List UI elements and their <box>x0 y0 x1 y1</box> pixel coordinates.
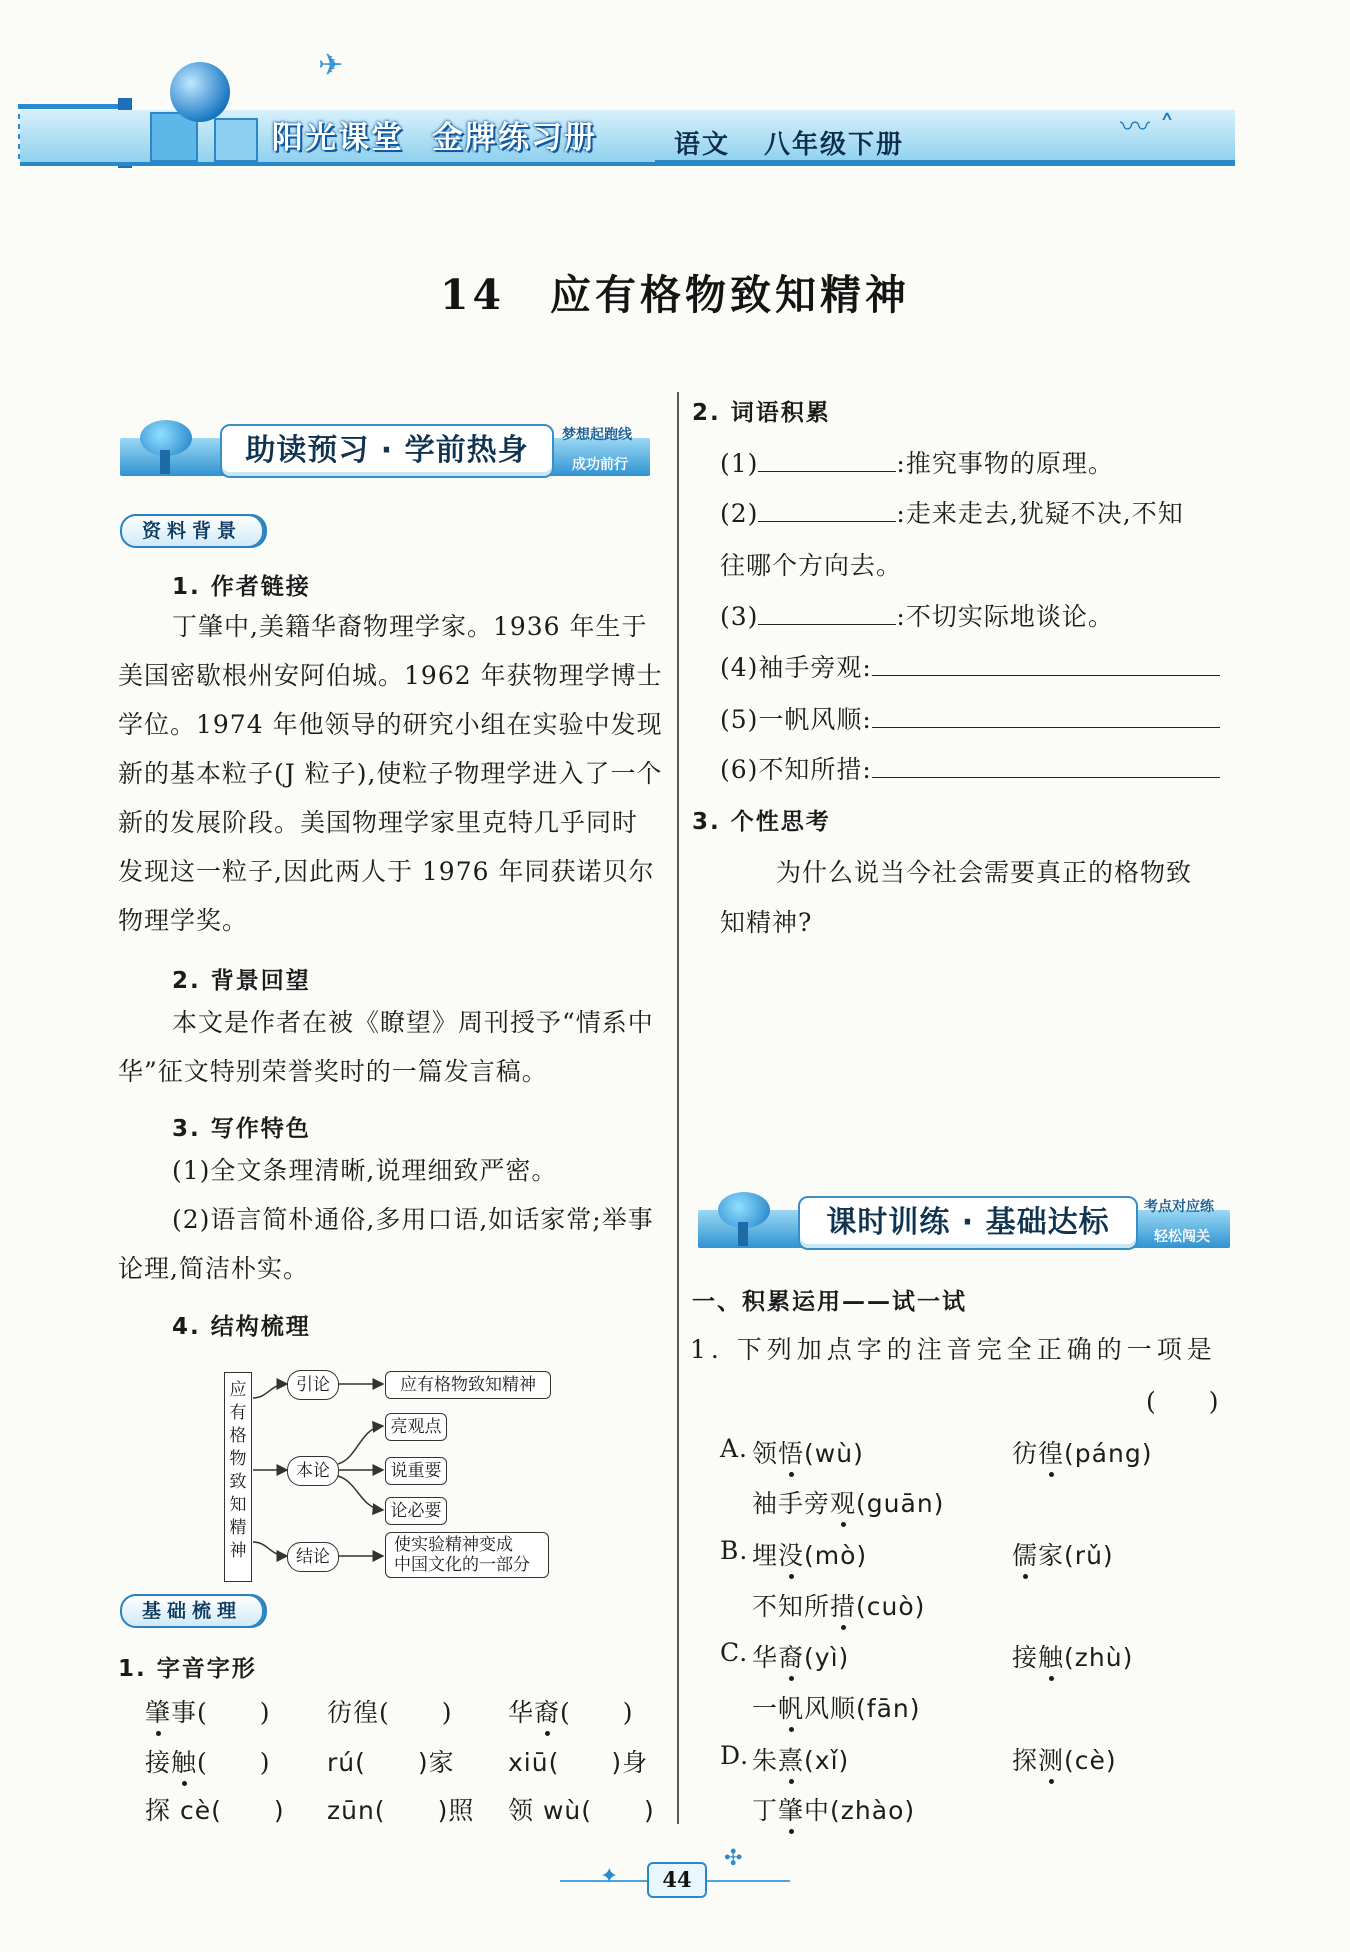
diagram-intro-point: 应有格物致知精神 <box>385 1371 551 1399</box>
option-a-label[interactable]: A. <box>720 1434 749 1463</box>
banner-tag-1: 梦想起跑线 <box>562 427 632 443</box>
lesson-title: 14 应有格物致知精神 <box>439 271 911 319</box>
pinyin-item: 探 cè( ) <box>145 1796 285 1825</box>
option-d-item-2: 探测(cè) <box>1012 1746 1117 1775</box>
series-brand: 阳光课堂 金牌练习册 <box>272 120 597 156</box>
section-author-heading: 1. 作者链接 <box>172 574 311 600</box>
option-c-item-2: 接触(zhù) <box>1012 1643 1134 1672</box>
diagram-intro: 引论 <box>287 1370 339 1400</box>
tree-icon <box>714 1192 774 1246</box>
q3-text-line-2: 知精神? <box>720 908 813 937</box>
option-b-item-3: 不知所措(cuò) <box>752 1592 926 1621</box>
label-background: 资料背景 <box>120 514 264 548</box>
section-background-heading: 2. 背景回望 <box>172 968 311 994</box>
paper-plane-icon: ✈ <box>318 48 344 83</box>
diagram-conclusion: 结论 <box>287 1542 339 1572</box>
option-c-label[interactable]: C. <box>720 1638 749 1667</box>
section-background-text: 本文是作者在被《瞭望》周刊授予“情系中华”征文特别荣誉奖时的一篇发言稿。 <box>118 1008 654 1086</box>
banner-tag-2: 轻松闯关 <box>1154 1229 1210 1245</box>
option-c-item-1: 华裔(yì) <box>752 1643 850 1672</box>
mc-answer-paren[interactable]: ( ) <box>1146 1387 1220 1416</box>
mc-question: 1. 下列加点字的注音完全正确的一项是 <box>690 1335 1217 1364</box>
label-basics: 基础梳理 <box>120 1594 264 1628</box>
answer-blank[interactable] <box>758 449 896 472</box>
option-a-item-3: 袖手旁观(guān) <box>752 1489 945 1518</box>
option-a-item-2: 彷徨(páng) <box>1012 1439 1153 1468</box>
diagram-conclusion-line-2: 中国文化的一部分 <box>394 1555 530 1575</box>
vocab-item-1: (1) :推究事物的原理。 <box>720 449 1114 478</box>
diagram-body-point-3: 论必要 <box>385 1497 447 1525</box>
option-b-item-2: 儒家(rǔ) <box>1012 1541 1114 1570</box>
pinyin-item: rú( )家 <box>327 1748 455 1777</box>
vocab-item-2: (2) :走来走去,犹疑不决,不知 <box>720 499 1184 528</box>
section-structure-heading: 4. 结构梳理 <box>172 1314 311 1340</box>
birds-icon: 〰 ˄ <box>1120 110 1175 145</box>
diagram-body-point-1: 亮观点 <box>385 1413 447 1441</box>
pinyin-item: 华裔( ) <box>508 1698 634 1727</box>
diagram-arrows <box>0 0 700 1650</box>
pinyin-item: xiū( )身 <box>508 1748 649 1777</box>
pinyin-item: 肇事( ) <box>145 1698 271 1727</box>
answer-blank[interactable] <box>872 653 1220 676</box>
subject-grade: 语文 八年级下册 <box>674 130 905 160</box>
option-d-item-3: 丁肇中(zhào) <box>752 1796 916 1825</box>
vocab-item-3: (3) :不切实际地谈论。 <box>720 602 1114 631</box>
diagram-conclusion-point <box>385 1532 549 1578</box>
section-style-heading: 3. 写作特色 <box>172 1116 311 1142</box>
diagram-body: 本论 <box>287 1456 339 1486</box>
section-author-text: 丁肇中,美籍华裔物理学家。1936 年生于美国密歇根州安阿伯城。1962 年获物理学博士学位。1974 年他领导的研究小组在实验中发现新的基本粒子(J 粒子),使粒子物理学进入了一个新的发展阶段。美国物理学家里克特几乎同时发现这一粒子,因此两人于 1976 年同获诺贝尔物理学奖。 <box>118 612 663 935</box>
q2-heading: 2. 词语积累 <box>692 400 831 426</box>
diagram-body-point-2: 说重要 <box>385 1457 447 1485</box>
option-d-item-1: 朱熹(xǐ) <box>752 1746 850 1775</box>
answer-blank[interactable] <box>872 755 1220 778</box>
vocab-item-6: (6)不知所措: <box>720 750 1220 786</box>
q3-heading: 3. 个性思考 <box>692 809 831 835</box>
banner-tag-1: 考点对应练 <box>1144 1199 1214 1215</box>
pinyin-item: 接触( ) <box>145 1748 271 1777</box>
footer-pinwheel-icon: ✣ <box>724 1846 743 1871</box>
diagram-root: 应有格物致知精神 <box>224 1372 252 1582</box>
option-b-item-1: 埋没(mò) <box>752 1541 868 1570</box>
vocab-item-5: (5)一帆风顺: <box>720 700 1220 736</box>
section-style-item-1: (1)全文条理清晰,说理细致严密。 <box>172 1156 558 1185</box>
answer-blank[interactable] <box>758 499 896 522</box>
option-a-item-1: 领悟(wù) <box>752 1439 864 1468</box>
section-style-item-2: (2)语言简朴通俗,多用口语,如话家常;举事论理,简洁朴实。 <box>118 1205 654 1283</box>
answer-blank[interactable] <box>872 705 1220 728</box>
pinyin-item: 领 wù( ) <box>508 1796 655 1825</box>
pinyin-item: zūn( )照 <box>327 1796 475 1825</box>
vocab-item-2-cont: 往哪个方向去。 <box>720 551 903 580</box>
banner-training <box>698 1192 1230 1250</box>
option-c-item-3: 一帆风顺(fān) <box>752 1694 921 1723</box>
answer-blank[interactable] <box>758 602 896 625</box>
q1-heading: 1. 字音字形 <box>118 1656 257 1682</box>
banner-label: 助读预习 · 学前热身 <box>220 424 554 478</box>
q3-text-line-1: 为什么说当今社会需要真正的格物致 <box>776 858 1193 887</box>
pinyin-item: 彷徨( ) <box>327 1698 453 1727</box>
vocab-item-4: (4)袖手旁观: <box>720 648 1220 684</box>
part1-heading: 一、积累运用——试一试 <box>692 1289 967 1315</box>
banner-label: 课时训练 · 基础达标 <box>798 1196 1138 1250</box>
page-number: 44 <box>647 1862 707 1898</box>
structure-diagram <box>0 0 1 1</box>
option-d-label[interactable]: D. <box>720 1741 750 1770</box>
option-b-label[interactable]: B. <box>720 1536 749 1565</box>
diagram-conclusion-line-1: 使实验精神变成 <box>394 1535 513 1555</box>
footer-star-icon: ✦ <box>600 1864 619 1889</box>
banner-tag-2: 成功前行 <box>572 457 628 473</box>
